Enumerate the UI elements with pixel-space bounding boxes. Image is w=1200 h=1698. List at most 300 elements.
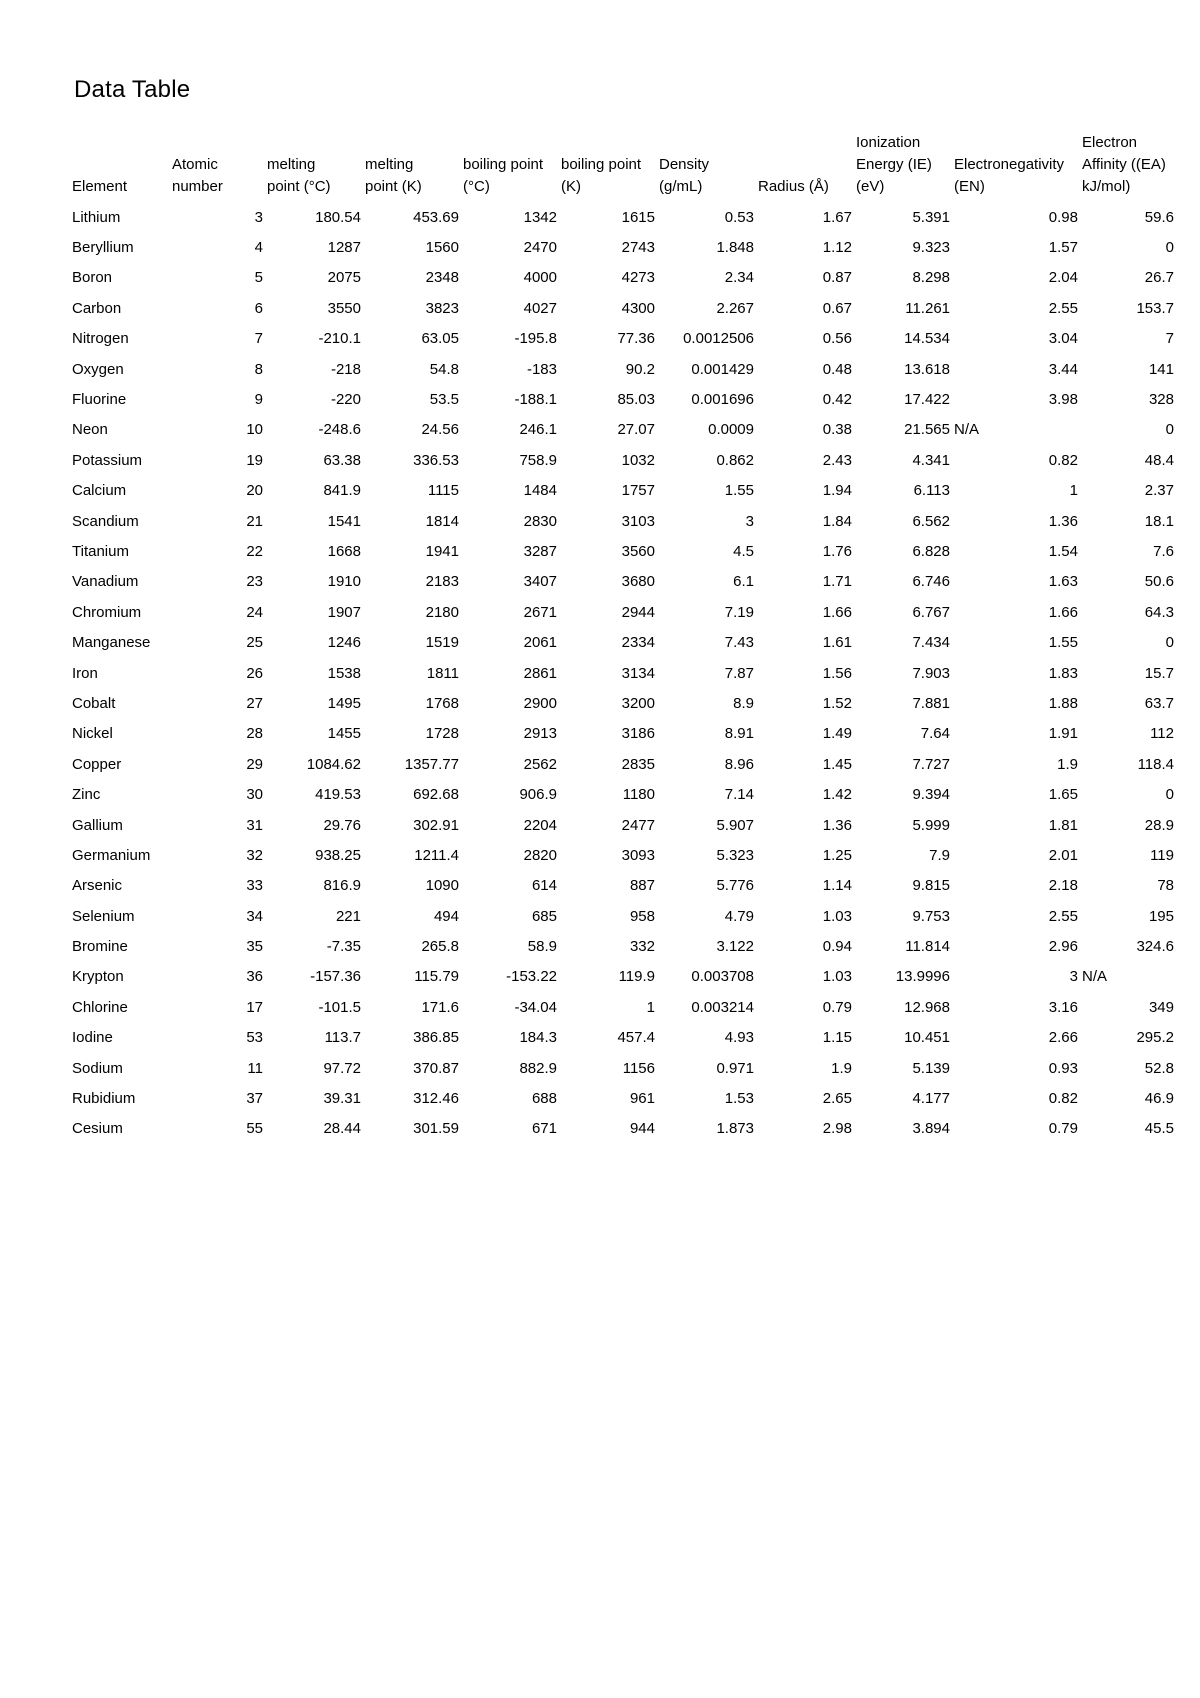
table-cell: 28.44 <box>323 1120 361 1138</box>
table-cell: 887 <box>629 877 655 895</box>
table-cell: 1668 <box>327 542 361 560</box>
table-row <box>70 931 1176 961</box>
table-cell: 0.003214 <box>691 998 754 1016</box>
table-cell: 7.14 <box>724 786 754 804</box>
table-cell: 453.69 <box>413 208 459 226</box>
element-name-cell: Krypton <box>72 968 124 986</box>
table-row <box>70 1023 1176 1053</box>
table-cell: 2.43 <box>822 451 852 469</box>
table-cell: 1519 <box>425 634 459 652</box>
table-cell: 1.03 <box>822 907 852 925</box>
table-cell: 63.05 <box>421 330 459 348</box>
table-cell: 28 <box>246 725 263 743</box>
table-cell: -210.1 <box>318 330 361 348</box>
table-row <box>70 1114 1176 1144</box>
element-name-cell: Calcium <box>72 482 127 500</box>
table-row <box>70 415 1176 445</box>
table-cell: 816.9 <box>323 877 361 895</box>
table-cell: 1.65 <box>1048 786 1078 804</box>
table-cell: 246.1 <box>519 421 557 439</box>
table-cell: 4.93 <box>724 1029 754 1047</box>
table-cell: 2671 <box>523 603 557 621</box>
table-cell: 3 <box>254 208 263 226</box>
table-cell: -7.35 <box>326 938 361 956</box>
table-cell: 370.87 <box>413 1059 459 1077</box>
table-cell: 5.776 <box>716 877 754 895</box>
table-body <box>70 202 1176 1144</box>
table-cell: 3550 <box>327 299 361 317</box>
table-cell: 7.87 <box>724 664 754 682</box>
table-cell: 8.96 <box>724 755 754 773</box>
table-cell: 11.814 <box>905 938 950 956</box>
table-cell: 336.53 <box>413 451 459 469</box>
table-cell: 1.63 <box>1048 573 1078 591</box>
table-cell: 48.4 <box>1144 451 1174 469</box>
table-cell: 349 <box>1148 998 1174 1016</box>
table-cell: 906.9 <box>519 786 557 804</box>
table-cell: 7.43 <box>724 634 754 652</box>
table-row <box>70 779 1176 809</box>
table-cell: 17 <box>246 998 263 1016</box>
table-cell: 13.9996 <box>895 968 950 986</box>
table-cell: 2.66 <box>1048 1029 1078 1047</box>
table-cell: 0.003708 <box>691 968 754 986</box>
element-name-cell: Neon <box>72 421 108 439</box>
table-cell: 7 <box>1165 330 1174 348</box>
table-cell: 2061 <box>523 634 557 652</box>
table-cell: 7.64 <box>920 725 950 743</box>
table-cell: 1 <box>646 998 655 1016</box>
table-cell: 12.968 <box>904 998 950 1016</box>
table-cell: 0.79 <box>822 998 852 1016</box>
table-cell: 1115 <box>427 482 459 500</box>
table-cell: 1156 <box>622 1059 655 1077</box>
table-cell: 7.727 <box>912 755 950 773</box>
table-cell: 3200 <box>621 694 655 712</box>
table-cell: 6 <box>254 299 263 317</box>
element-name-cell: Chromium <box>72 603 142 621</box>
element-name-cell: Sodium <box>72 1059 123 1077</box>
table-cell: 1.84 <box>822 512 852 530</box>
table-cell: 301.59 <box>413 1120 459 1138</box>
element-name-cell: Oxygen <box>72 360 124 378</box>
table-cell: 0.38 <box>822 421 852 439</box>
table-cell: 1.71 <box>822 573 852 591</box>
table-cell: 2.34 <box>724 269 754 287</box>
table-cell: 0.56 <box>822 330 852 348</box>
table-cell: 35 <box>246 938 263 956</box>
table-cell: 1.91 <box>1048 725 1078 743</box>
table-cell: 2.01 <box>1048 846 1078 864</box>
table-cell: 5.391 <box>912 208 950 226</box>
table-cell: -188.1 <box>514 391 557 409</box>
table-cell: 1.25 <box>822 846 852 864</box>
element-name-cell: Bromine <box>72 938 128 956</box>
table-cell: 1484 <box>523 482 557 500</box>
table-cell: 4300 <box>621 299 655 317</box>
table-cell: 5.323 <box>716 846 754 864</box>
table-row <box>70 232 1176 262</box>
table-cell: 115.79 <box>414 968 459 986</box>
table-cell: 195 <box>1148 907 1174 925</box>
table-cell: 2075 <box>327 269 361 287</box>
table-cell: 6.767 <box>912 603 950 621</box>
table-cell: 9.323 <box>912 239 950 257</box>
table-cell: 1.15 <box>822 1029 852 1047</box>
table-row <box>70 263 1176 293</box>
table-cell: 457.4 <box>617 1029 655 1047</box>
table-row <box>70 992 1176 1022</box>
table-cell: 2.98 <box>822 1120 852 1138</box>
table-cell: 2.267 <box>716 299 754 317</box>
table-cell: 0.862 <box>716 451 754 469</box>
table-cell: 10.451 <box>904 1029 950 1047</box>
table-cell: 4273 <box>621 269 655 287</box>
element-name-cell: Vanadium <box>72 573 139 591</box>
table-cell: -248.6 <box>318 421 361 439</box>
table-cell: 119.9 <box>618 968 655 986</box>
table-cell: -218 <box>330 360 361 378</box>
table-cell: 1.66 <box>1048 603 1078 621</box>
table-cell: 0 <box>1165 786 1174 804</box>
table-cell: -195.8 <box>514 330 557 348</box>
table-cell: 58.9 <box>527 938 557 956</box>
table-cell: 1 <box>1069 482 1078 500</box>
column-header: Ionization Energy (IE) (eV) <box>856 134 932 195</box>
element-name-cell: Germanium <box>72 846 151 864</box>
table-cell: 1941 <box>425 542 459 560</box>
table-cell: 671 <box>531 1120 557 1138</box>
table-cell: 8 <box>254 360 263 378</box>
table-cell: 1615 <box>621 208 655 226</box>
element-name-cell: Arsenic <box>72 877 123 895</box>
table-cell: 692.68 <box>413 786 459 804</box>
table-cell: 77.36 <box>617 330 655 348</box>
table-cell: 0.42 <box>822 391 852 409</box>
table-cell: 1.66 <box>822 603 852 621</box>
table-cell: 1728 <box>425 725 459 743</box>
table-cell: 2944 <box>621 603 655 621</box>
table-row <box>70 871 1176 901</box>
table-cell: 1.49 <box>822 725 852 743</box>
table-cell: 78 <box>1157 877 1174 895</box>
table-cell: 119 <box>1150 846 1174 864</box>
table-cell: 2.55 <box>1048 907 1078 925</box>
table-cell: 7.6 <box>1153 542 1174 560</box>
table-cell: N/A <box>954 421 980 439</box>
table-row <box>70 1053 1176 1083</box>
table-cell: 2183 <box>425 573 459 591</box>
table-cell: 1495 <box>327 694 361 712</box>
table-cell: 494 <box>433 907 459 925</box>
table-cell: 7.19 <box>724 603 754 621</box>
table-cell: 8.9 <box>733 694 754 712</box>
table-cell: 2470 <box>523 239 557 257</box>
table-cell: 17.422 <box>904 391 950 409</box>
table-cell: 1.9 <box>1057 755 1078 773</box>
table-cell: 1.54 <box>1048 542 1078 560</box>
table-row <box>70 506 1176 536</box>
table-cell: 324.6 <box>1136 938 1174 956</box>
table-cell: 3.98 <box>1048 391 1078 409</box>
table-cell: 3680 <box>621 573 655 591</box>
page-title: Data Table <box>74 76 191 103</box>
table-cell: 2562 <box>523 755 557 773</box>
table-cell: 3.04 <box>1048 330 1078 348</box>
table-cell: 180.54 <box>315 208 361 226</box>
table-cell: 6.1 <box>733 573 754 591</box>
table-cell: 685 <box>531 907 557 925</box>
table-cell: 4 <box>254 239 263 257</box>
table-cell: 0.79 <box>1048 1120 1078 1138</box>
table-cell: 26.7 <box>1144 269 1174 287</box>
element-name-cell: Beryllium <box>72 239 134 257</box>
table-cell: 97.72 <box>323 1059 361 1077</box>
table-cell: 2180 <box>425 603 459 621</box>
table-row <box>70 962 1176 992</box>
table-cell: 2.96 <box>1048 938 1078 956</box>
table-cell: 36 <box>246 968 263 986</box>
table-row <box>70 567 1176 597</box>
table-row <box>70 840 1176 870</box>
table-cell: 2334 <box>621 634 655 652</box>
table-cell: 1541 <box>327 512 361 530</box>
table-cell: 1.61 <box>822 634 852 652</box>
table-cell: -34.04 <box>514 998 557 1016</box>
column-header: melting point (K) <box>365 156 422 195</box>
table-cell: -157.36 <box>310 968 361 986</box>
table-row <box>70 445 1176 475</box>
table-cell: 0.001696 <box>691 391 754 409</box>
element-name-cell: Cobalt <box>72 694 116 712</box>
table-cell: -183 <box>526 360 557 378</box>
table-cell: 4.5 <box>733 542 754 560</box>
table-row <box>70 688 1176 718</box>
element-name-cell: Scandium <box>72 512 139 530</box>
table-cell: 2.18 <box>1048 877 1078 895</box>
table-cell: 21.565 <box>904 421 950 439</box>
table-cell: 312.46 <box>413 1090 459 1108</box>
element-name-cell: Titanium <box>72 542 129 560</box>
element-name-cell: Nitrogen <box>72 330 129 348</box>
table-cell: 9.753 <box>912 907 950 925</box>
table-cell: 4.177 <box>912 1090 950 1108</box>
table-cell: 0.0009 <box>708 421 754 439</box>
table-cell: 0 <box>1165 634 1174 652</box>
table-cell: 1.873 <box>716 1120 754 1138</box>
table-row <box>70 293 1176 323</box>
table-cell: 29 <box>246 755 263 773</box>
table-cell: 882.9 <box>519 1059 557 1077</box>
table-cell: 4.341 <box>912 451 950 469</box>
table-cell: 1757 <box>621 482 655 500</box>
table-cell: 938.25 <box>315 846 361 864</box>
table-cell: 7.434 <box>912 634 950 652</box>
table-cell: 0.0012506 <box>683 330 754 348</box>
table-cell: 328 <box>1148 391 1174 409</box>
table-cell: 24 <box>246 603 263 621</box>
table-cell: 614 <box>531 877 557 895</box>
table-cell: 1.12 <box>822 239 852 257</box>
table-cell: 37 <box>246 1090 263 1108</box>
table-cell: 21 <box>246 512 263 530</box>
table-row <box>70 202 1176 232</box>
table-cell: 295.2 <box>1136 1029 1174 1047</box>
table-cell: 841.9 <box>323 482 361 500</box>
table-cell: 3287 <box>523 542 557 560</box>
column-header: boiling point (K) <box>561 156 642 195</box>
table-row <box>70 536 1176 566</box>
table-cell: 4.79 <box>724 907 754 925</box>
table-cell: 1211.4 <box>414 846 459 864</box>
table-cell: 5.139 <box>912 1059 950 1077</box>
table-cell: 1.45 <box>822 755 852 773</box>
table-cell: 53.5 <box>429 391 459 409</box>
table-cell: 0.48 <box>822 360 852 378</box>
table-row <box>70 1083 1176 1113</box>
table-cell: 3.16 <box>1048 998 1078 1016</box>
table-cell: -101.5 <box>318 998 361 1016</box>
table-cell: 0.98 <box>1048 208 1078 226</box>
element-name-cell: Potassium <box>72 451 143 469</box>
element-name-cell: Nickel <box>72 725 113 743</box>
table-cell: 758.9 <box>519 451 557 469</box>
table-cell: 7 <box>254 330 263 348</box>
table-cell: 0.93 <box>1048 1059 1078 1077</box>
table-cell: 6.746 <box>912 573 950 591</box>
table-cell: 1.03 <box>822 968 852 986</box>
table-cell: 153.7 <box>1136 299 1174 317</box>
table-cell: 30 <box>246 786 263 804</box>
table-cell: 2835 <box>621 755 655 773</box>
table-cell: 1455 <box>327 725 361 743</box>
table-cell: 7.881 <box>912 694 950 712</box>
table-cell: 34 <box>246 907 263 925</box>
element-name-cell: Lithium <box>72 208 121 226</box>
table-cell: 7.903 <box>912 664 950 682</box>
table-cell: 11.261 <box>905 299 950 317</box>
table-cell: 5 <box>254 269 263 287</box>
table-cell: 14.534 <box>904 330 950 348</box>
table-cell: 85.03 <box>617 391 655 409</box>
table-cell: 19 <box>246 451 263 469</box>
table-cell: 961 <box>629 1090 655 1108</box>
element-name-cell: Iodine <box>72 1029 113 1047</box>
table-cell: 20 <box>246 482 263 500</box>
table-row <box>70 384 1176 414</box>
element-name-cell: Rubidium <box>72 1090 136 1108</box>
table-row <box>70 354 1176 384</box>
table-cell: 5.907 <box>716 816 754 834</box>
table-cell: 18.1 <box>1144 512 1174 530</box>
table-cell: 3.44 <box>1048 360 1078 378</box>
table-cell: 688 <box>531 1090 557 1108</box>
table-cell: 386.85 <box>413 1029 459 1047</box>
element-name-cell: Chlorine <box>72 998 128 1016</box>
table-cell: 0.82 <box>1048 451 1078 469</box>
table-cell: 1814 <box>425 512 459 530</box>
column-header: Element <box>72 178 128 195</box>
table-cell: 3823 <box>425 299 459 317</box>
element-name-cell: Cesium <box>72 1120 123 1138</box>
header-row <box>70 132 1176 202</box>
element-name-cell: Manganese <box>72 634 151 652</box>
table-cell: 1.55 <box>1048 634 1078 652</box>
table-cell: 1910 <box>327 573 361 591</box>
table-cell: N/A <box>1082 968 1108 986</box>
table-cell: 28.9 <box>1144 816 1174 834</box>
table-cell: 112 <box>1150 725 1174 743</box>
table-cell: 0.001429 <box>691 360 754 378</box>
table-cell: 55 <box>246 1120 263 1138</box>
table-cell: 332 <box>629 938 655 956</box>
table-cell: 302.91 <box>413 816 459 834</box>
table-cell: 0.87 <box>822 269 852 287</box>
table-cell: 54.8 <box>429 360 459 378</box>
table-cell: 3.122 <box>716 938 754 956</box>
table-cell: 0.94 <box>822 938 852 956</box>
element-data-table <box>70 132 1176 1144</box>
table-row <box>70 901 1176 931</box>
table-cell: 63.7 <box>1144 694 1174 712</box>
table-cell: 2204 <box>523 816 557 834</box>
table-cell: 1.83 <box>1048 664 1078 682</box>
table-cell: 0 <box>1165 421 1174 439</box>
element-name-cell: Copper <box>72 755 122 773</box>
table-cell: 90.2 <box>625 360 655 378</box>
table-cell: 2.04 <box>1048 269 1078 287</box>
table-cell: 8.91 <box>724 725 754 743</box>
table-cell: 7.9 <box>929 846 950 864</box>
table-cell: 0.53 <box>724 208 754 226</box>
table-cell: 1.36 <box>1048 512 1078 530</box>
table-cell: 27 <box>246 694 263 712</box>
column-header: Electron Affinity ((EA) kJ/mol) <box>1082 134 1166 195</box>
table-cell: 29.76 <box>323 816 361 834</box>
table-cell: 50.6 <box>1144 573 1174 591</box>
table-cell: 2830 <box>523 512 557 530</box>
column-header: Density (g/mL) <box>659 156 710 195</box>
table-cell: 6.562 <box>912 512 950 530</box>
table-cell: 1.55 <box>724 482 754 500</box>
table-cell: 1768 <box>425 694 459 712</box>
column-header: Atomic number <box>172 156 223 195</box>
element-name-cell: Gallium <box>72 816 123 834</box>
table-cell: 2477 <box>621 816 655 834</box>
table-cell: 113.7 <box>324 1029 361 1047</box>
table-cell: 9.394 <box>912 786 950 804</box>
table-cell: 221 <box>335 907 361 925</box>
table-cell: 0.82 <box>1048 1090 1078 1108</box>
table-cell: 33 <box>246 877 263 895</box>
table-cell: 1.67 <box>822 208 852 226</box>
table-cell: 1.94 <box>822 482 852 500</box>
table-row <box>70 324 1176 354</box>
table-cell: 27.07 <box>617 421 655 439</box>
element-name-cell: Zinc <box>72 786 101 804</box>
table-cell: 39.31 <box>323 1090 361 1108</box>
table-cell: 8.298 <box>912 269 950 287</box>
table-cell: 53 <box>246 1029 263 1047</box>
table-cell: -220 <box>330 391 361 409</box>
table-row <box>70 810 1176 840</box>
table-row <box>70 476 1176 506</box>
table-cell: 22 <box>246 542 263 560</box>
table-cell: 1560 <box>425 239 459 257</box>
table-cell: 1.57 <box>1048 239 1078 257</box>
table-cell: 25 <box>246 634 263 652</box>
table-cell: 3103 <box>621 512 655 530</box>
